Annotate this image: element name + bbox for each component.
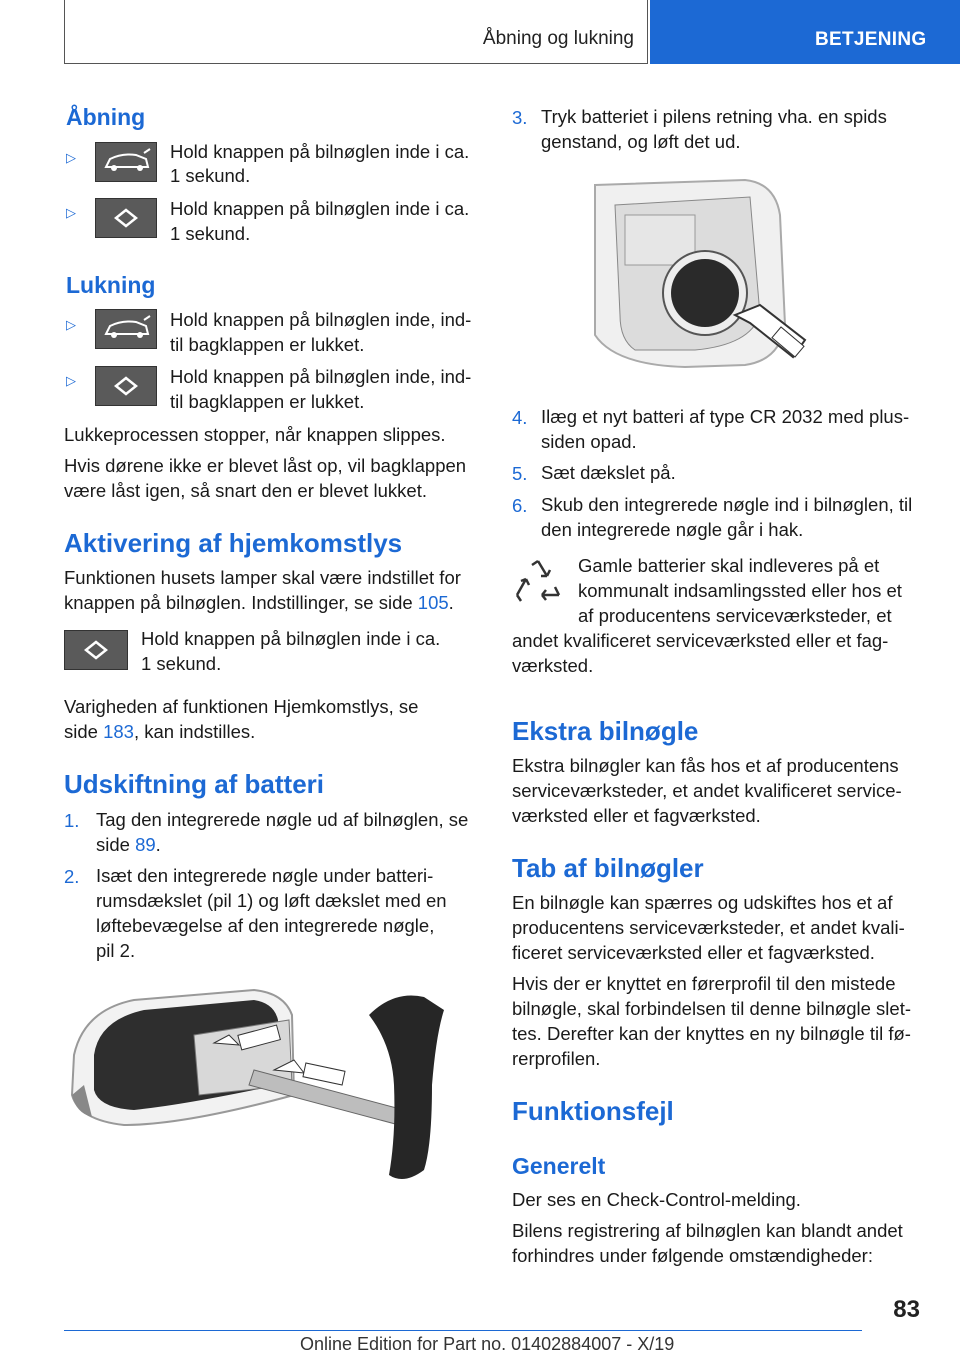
subheading-generelt: Generelt: [512, 1153, 606, 1179]
paragraph: Funktionen husets lamper skal være indstillet for: [64, 567, 461, 588]
paragraph-text: side: [64, 721, 104, 742]
paragraph: producentens serviceværksteder, et andet kvali-: [512, 917, 905, 938]
paragraph: bilnøgle, skal forbindelsen til denne bilnøgle slet-: [512, 998, 911, 1019]
paragraph: Hvis dørene ikke er blevet låst op, vil bagklappen: [64, 455, 467, 476]
note-text: 1 sekund.: [141, 653, 222, 674]
list-item-text: Hold knappen på bilnøglen inde i ca.: [170, 198, 470, 219]
heading-funktionsfejl: Funktionsfejl: [512, 1096, 674, 1126]
footer-edition: Online Edition for Part no. 01402884007 - X/19: [300, 1334, 675, 1354]
note-text: Hold knappen på bilnøglen inde i ca.: [141, 628, 441, 649]
paragraph: værksted eller et fagværksted.: [512, 805, 761, 826]
paragraph-text: .: [448, 592, 454, 613]
paragraph: [64, 719, 255, 745]
heading-aabning: Åbning: [66, 104, 146, 130]
note-text: værksted.: [512, 655, 594, 676]
page-link[interactable]: 105: [417, 592, 449, 613]
step-number: 5.: [512, 463, 528, 484]
paragraph: rerprofilen.: [512, 1048, 601, 1069]
step-number: 3.: [512, 107, 528, 128]
heading-udskiftning: Udskiftning af batteri: [64, 769, 325, 799]
paragraph: Varigheden af funktionen Hjemkomstlys, se: [64, 696, 419, 717]
diamond-button-icon: [64, 630, 128, 670]
step-text: Ilæg et nyt batteri af type CR 2032 med plus-: [541, 406, 910, 427]
step-number: 1.: [64, 810, 80, 831]
car-tailgate-icon: [95, 309, 157, 349]
paragraph: En bilnøgle kan spærres og udskiftes hos et af: [512, 892, 893, 913]
step-text: siden opad.: [541, 431, 637, 452]
paragraph-text: knappen på bilnøglen. Indstillinger, se side: [64, 592, 418, 613]
heading-lukning: Lukning: [66, 272, 156, 298]
paragraph: Ekstra bilnøgler kan fås hos et af producentens: [512, 755, 899, 776]
list-triangle-icon: ▷: [66, 205, 76, 220]
step-text: pil 2.: [96, 940, 136, 961]
diamond-button-icon: [95, 366, 157, 406]
list-triangle-icon: ▷: [66, 317, 76, 332]
page-header-title: Åbning og lukning: [482, 28, 634, 49]
paragraph: Der ses en Check-Control-melding.: [512, 1189, 801, 1210]
paragraph-text: , kan indstilles.: [133, 721, 256, 742]
section-tab-label: BETJENING: [815, 29, 927, 50]
paragraph: forhindres under følgende omstændigheder:: [512, 1245, 873, 1266]
list-item-text: Hold knappen på bilnøglen inde i ca.: [170, 141, 470, 162]
list-triangle-icon: ▷: [66, 150, 76, 165]
note-text: af producentens serviceværksteder, et: [578, 605, 892, 626]
paragraph: være låst igen, så snart den er blevet lukket.: [64, 480, 427, 501]
step-text-part: .: [155, 834, 161, 855]
step-text: genstand, og løft det ud.: [541, 131, 741, 152]
list-item-text: til bagklappen er lukket.: [170, 334, 365, 355]
step-number: 6.: [512, 495, 528, 516]
car-tailgate-icon: [95, 142, 157, 182]
step-number: 4.: [512, 407, 528, 428]
step-text: Sæt dækslet på.: [541, 462, 676, 483]
list-item-text: 1 sekund.: [170, 165, 251, 186]
paragraph: tes. Derefter kan der knyttes en ny bilnøgle til fø-: [512, 1023, 911, 1044]
step-number: 2.: [64, 866, 80, 887]
heading-tab: Tab af bilnøgler: [512, 853, 704, 883]
step-text: [96, 832, 161, 858]
step-text: Isæt den integrerede nøgle under batteri-: [96, 865, 434, 886]
recycle-icon: [513, 557, 563, 607]
heading-ekstra: Ekstra bilnøgle: [512, 716, 699, 746]
list-triangle-icon: ▷: [66, 373, 76, 388]
battery-compartment-illustration: [575, 175, 815, 375]
note-text: andet kvalificeret serviceværksted eller et fag-: [512, 630, 889, 651]
diamond-button-icon: [95, 198, 157, 238]
footer-divider: [64, 1330, 862, 1331]
heading-hjemkomstlys: Aktivering af hjemkomstlys: [64, 528, 403, 558]
step-text: løftebevægelse af den integrerede nøgle,: [96, 915, 435, 936]
step-text: Tag den integrerede nøgle ud af bilnøglen, se: [96, 809, 469, 830]
paragraph: Lukkeprocessen stopper, når knappen slippes.: [64, 424, 446, 445]
paragraph: [64, 590, 454, 616]
paragraph: ficeret serviceværksted eller et fagværksted.: [512, 942, 875, 963]
key-fob-illustration: [64, 985, 464, 1195]
list-item-text: 1 sekund.: [170, 223, 251, 244]
list-item-text: Hold knappen på bilnøglen inde, ind-: [170, 366, 472, 387]
paragraph: Bilens registrering af bilnøglen kan blandt andet: [512, 1220, 903, 1241]
list-item-text: til bagklappen er lukket.: [170, 391, 365, 412]
step-text-part: side: [96, 834, 136, 855]
list-item-text: Hold knappen på bilnøglen inde, ind-: [170, 309, 472, 330]
step-text: rumsdækslet (pil 1) og løft dækslet med en: [96, 890, 447, 911]
paragraph: serviceværksteder, et andet kvalificeret service-: [512, 780, 902, 801]
note-text: kommunalt indsamlingssted eller hos et: [578, 580, 902, 601]
page-number: 83: [893, 1296, 920, 1323]
note-text: Gamle batterier skal indleveres på et: [578, 555, 880, 576]
page-link[interactable]: 89: [135, 834, 156, 855]
step-text: Tryk batteriet i pilens retning vha. en spids: [541, 106, 887, 127]
page-link[interactable]: 183: [103, 721, 134, 742]
step-text: Skub den integrerede nøgle ind i bilnøglen, til: [541, 494, 913, 515]
step-text: den integrerede nøgle går i hak.: [541, 519, 804, 540]
paragraph: Hvis der er knyttet en førerprofil til den mistede: [512, 973, 896, 994]
